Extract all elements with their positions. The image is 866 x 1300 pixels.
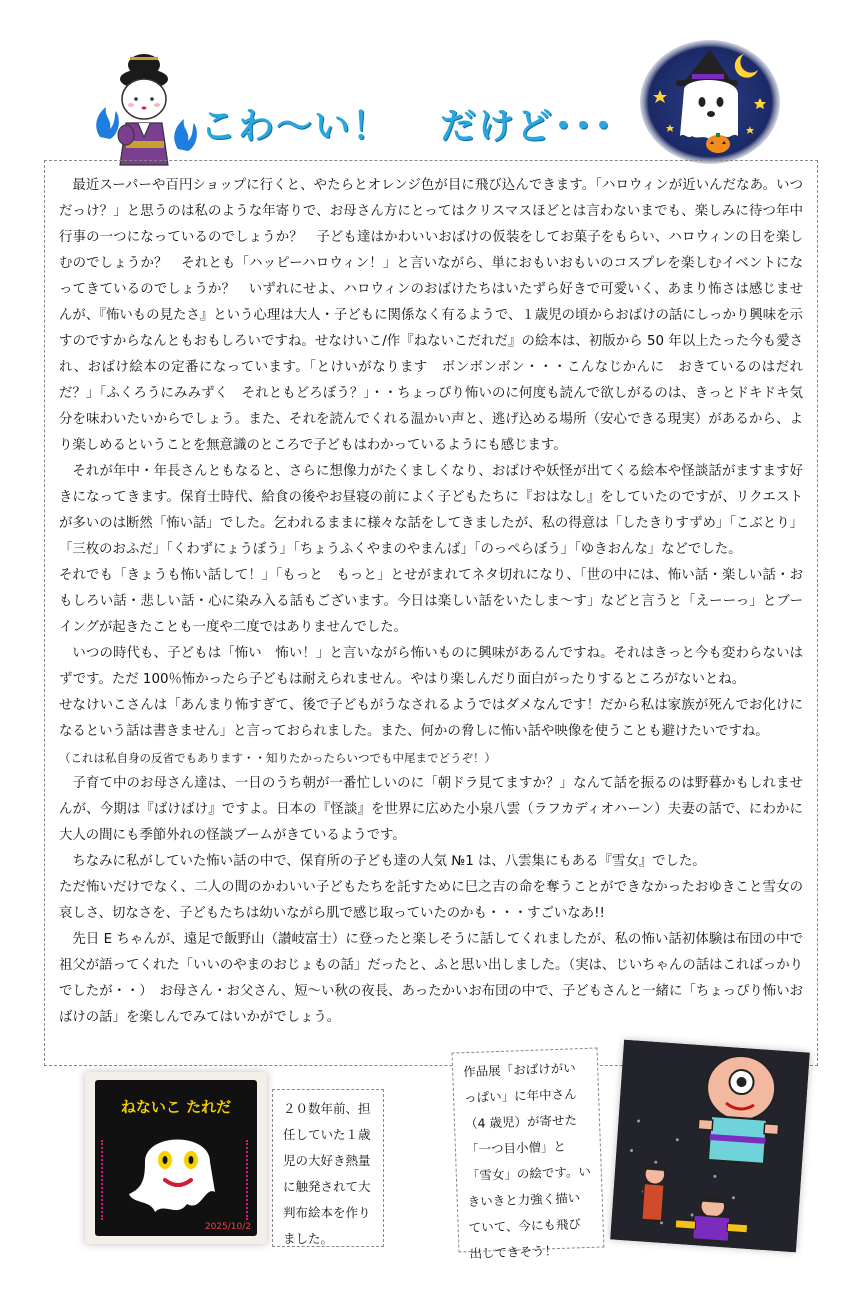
caption-cloth-book xyxy=(272,1089,384,1247)
book-cover-title: ねないこ たれだ xyxy=(120,1098,232,1116)
paragraph: 最近スーパーや百円ショップに行くと、やたらとオレンジ色が目に飛び込んできます。「ハロウィンが近いんだなあ。いつだっけ？」と思うのは私のような年寄りで、お母さん方にとってはクリスマスほどとは言わないまでも、楽しみに待つ年中行事の一つになっているのでしょうか？ 子ども達はかわいいおばけの仮装をしてお菓子をもらい、ハロウィンの日を楽しむのでしょうか？ それとも「ハッピーハロウィン！」と言いながら、単におもいおもいのコスプレを楽しむイベントになってきているのでしょうか？ いずれにせよ、ハロウィンのおばけたちはいたずら好きで可愛いく、あまり怖さは感じませんが、『怖いもの見たさ』という心理は大人・子どもに関係なく有るようで、１歳児の頃からおばけの話にしっかり興味を示すのですからなんともおもしろいですね。せなけいこ/作『ねないこだれだ』の絵本は、初版から 50 年以上たった今も愛され、おばけ絵本の定番になっています。「とけいがなります ボンボンボン・・・こんなじかんに おきているのはだれだ？」「ふくろうにみみずく それともどろぼう？」・・ちょっぴり怖いのに何度も読んで欲しがるのは、きっとドキドキ気分を味わいたいからでしょう。また、それを読んでくれる温かい声と、逃げ込める場所（安心できる現実）があるから、より楽しめるということを無意識のところで子どもはわかっているようにも感じます。 xyxy=(59,178,803,453)
caption-text: ２０数年前、担任していた１歳児の大好き熱量に触発されて大判布絵本を作りました。 xyxy=(283,1101,371,1246)
note-paragraph: （これは私自身の反省でもあります・・知りたかったらいつでも中尾までどうぞ！） xyxy=(59,751,496,765)
children-artwork-photo xyxy=(610,1040,809,1252)
paragraph: ちなみに私がしていた怖い話の中で、保育所の子ども達の人気 №1 は、八雲集にもある『雪女』でした。 xyxy=(72,854,706,869)
paragraph: ただ怖いだけでなく、二人の間のかわいい子どもたちを託すために巳之吉の命を奪うことができなかったおゆきこと雪女の哀しさ、切なさを、子どもたちは幼いながら肌で感じ取っていたのかも・・・すごいなあ!! xyxy=(59,880,803,921)
geisha-ghost-illustration xyxy=(86,45,201,170)
ghost-icon xyxy=(125,1122,230,1222)
cloth-book-photo xyxy=(85,1072,267,1244)
title-part1: こわ～い！ xyxy=(200,106,391,147)
paragraph: いつの時代も、子どもは「怖い 怖い！」と言いながら怖いものに興味があるんですね。それはきっと今も変わらないはずです。ただ 100％怖かったら子どもは耐えられません。やはり楽しんだり面白がったりするところがないとね。 xyxy=(59,646,803,687)
caption-artwork xyxy=(452,1048,605,1262)
date-stamp: 2025/10/2 xyxy=(204,1222,251,1232)
caption-text: 作品展「おばけがいっぱい」に年中さん（4 歳児）が寄せた「一つ目小僧」と「雪女」の絵です。いきいきと力強く描いていて、今にも飛び出してきそう！ xyxy=(462,1060,592,1262)
paragraph: それが年中・年長さんともなると、さらに想像力がたくましくなり、おばけや妖怪が出てくる絵本や怪談話がますます好きになってきます。保育士時代、給食の後やお昼寝の前によく子どもたちに『おはなし』をしていたのですが、リクエストが多いのは断然「怖い話」でした。乞われるままに様々な話をしてきましたが、私の得意は「したきりすずめ」「こぶとり」「三枚のおふだ」「くわずにょうぼう」「ちょうふくやまのやまんば」「のっぺらぼう」「ゆきおんな」などでした。 xyxy=(59,464,803,557)
page-title xyxy=(200,98,614,149)
halloween-ghost-illustration xyxy=(640,40,780,165)
paragraph: せなけいこさんは「あんまり怖すぎて、後で子どもがうなされるようではダメなんです！だから私は家族が死んでお化けになるという話は書きません」と言っておられました。また、何かの脅しに怖い話や映像を使うことも避けたいですね。 xyxy=(59,698,803,739)
paragraph: 子育て中のお母さん達は、一日のうち朝が一番忙しいのに「朝ドラ見てますか？」なんて話を振るのは野暮かもしれませんが、今期は『ばけばけ』ですよ。日本の『怪談』を世界に広めた小泉八雲（ラフカディオハーン）夫妻の話で、にわかに大人の間にも季節外れの怪談ブームがきているようです。 xyxy=(59,776,803,843)
paragraph: 先日 E ちゃんが、遠足で飯野山（讃岐富士）に登ったと楽しそうに話してくれましたが、私の怖い話初体験は布団の中で祖父が語ってくれた「いいのやまのおじょもの話」だったと、ふと思い出しました。（実は、じいちゃんの話はこればっかりでしたが・・） お母さん・お父さん、短～い秋の夜長、あったかいお布団の中で、子どもさんと一緒に「ちょっぴり怖いおばけの話」を楽しんでみてはいかがでしょう。 xyxy=(59,932,803,1025)
paragraph: それでも「きょうも怖い話して！」「もっと もっと」とせがまれてネタ切れになり、「世の中には、怖い話・楽しい話・おもしろい話・悲しい話・心に染み入る話もございます。今日は楽しい話をいたしま～す」などと言うと「えーーっ」とブーイングが起きたことも一度や二度ではありませんでした。 xyxy=(59,568,803,635)
title-part2: だけど･･･ xyxy=(440,106,615,147)
article-body xyxy=(44,160,818,1066)
